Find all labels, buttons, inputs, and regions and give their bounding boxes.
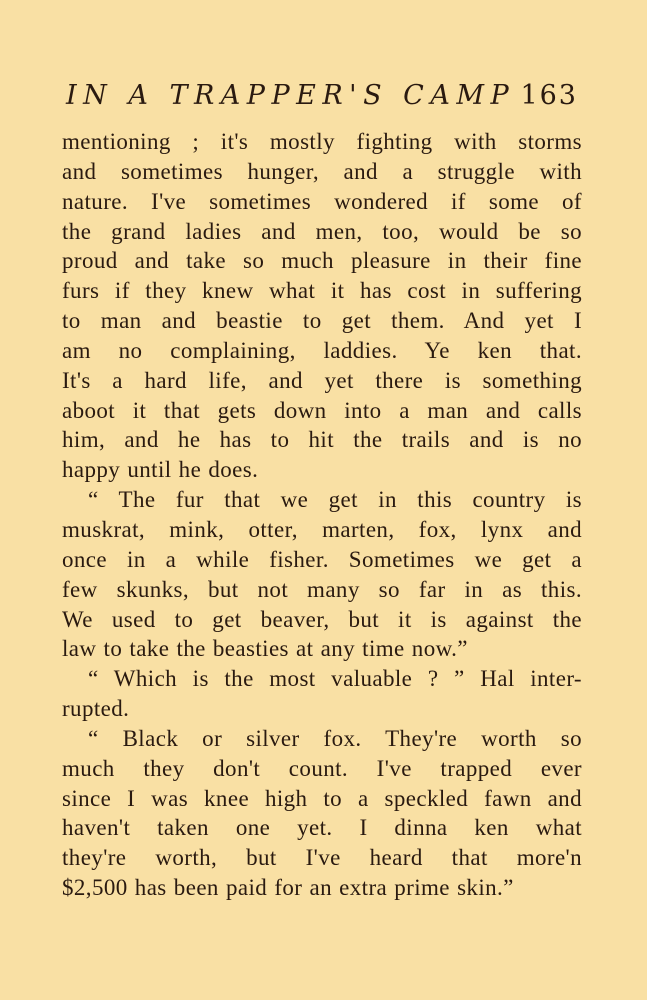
text-line: and sometimes hunger, and a struggle with (62, 158, 582, 184)
text-line: “ Black or silver fox. They're worth so (88, 725, 582, 751)
text-line: $2,500 has been paid for an extra prime skin.” (62, 875, 514, 901)
body-text (62, 127, 582, 903)
running-head (66, 76, 578, 116)
text-line: to man and beastie to get them. And yet I (62, 308, 582, 334)
text-line: am no complaining, laddies. Ye ken that. (62, 337, 582, 363)
text-line: mentioning ; it's mostly fighting with storms (62, 129, 582, 154)
text-line: rupted. (62, 696, 130, 722)
text-line: once in a while fisher. Sometimes we get a (62, 546, 582, 572)
running-title: IN A TRAPPER'S CAMP (66, 80, 516, 111)
text-line: since I was knee high to a speckled fawn and (62, 785, 582, 811)
text-line: muskrat, mink, otter, marten, fox, lynx and (62, 516, 582, 542)
text-line: We used to get beaver, but it is against the (62, 606, 582, 632)
text-line: It's a hard life, and yet there is something (62, 367, 582, 393)
text-line: the grand ladies and men, too, would be so (62, 218, 582, 244)
text-line: haven't taken one yet. I dinna ken what (62, 815, 582, 841)
text-line: furs if they knew what it has cost in suffering (62, 278, 582, 304)
text-line: aboot it that gets down into a man and calls (62, 397, 582, 423)
text-line: “ The fur that we get in this country is (88, 487, 582, 513)
text-line: few skunks, but not many so far in as this. (62, 576, 582, 602)
text-line: him, and he has to hit the trails and is no (62, 427, 582, 453)
text-line: happy until he does. (62, 457, 259, 483)
text-line: much they don't count. I've trapped ever (62, 755, 582, 781)
text-line: nature. I've sometimes wondered if some of (62, 188, 582, 214)
text-line: “ Which is the most valuable ? ” Hal inter- (88, 666, 582, 692)
text-line: they're worth, but I've heard that more'n (62, 845, 582, 871)
page-number: 163 (520, 80, 578, 111)
text-line: law to take the beasties at any time now.” (62, 636, 468, 662)
text-line: proud and take so much pleasure in their fine (62, 248, 582, 274)
